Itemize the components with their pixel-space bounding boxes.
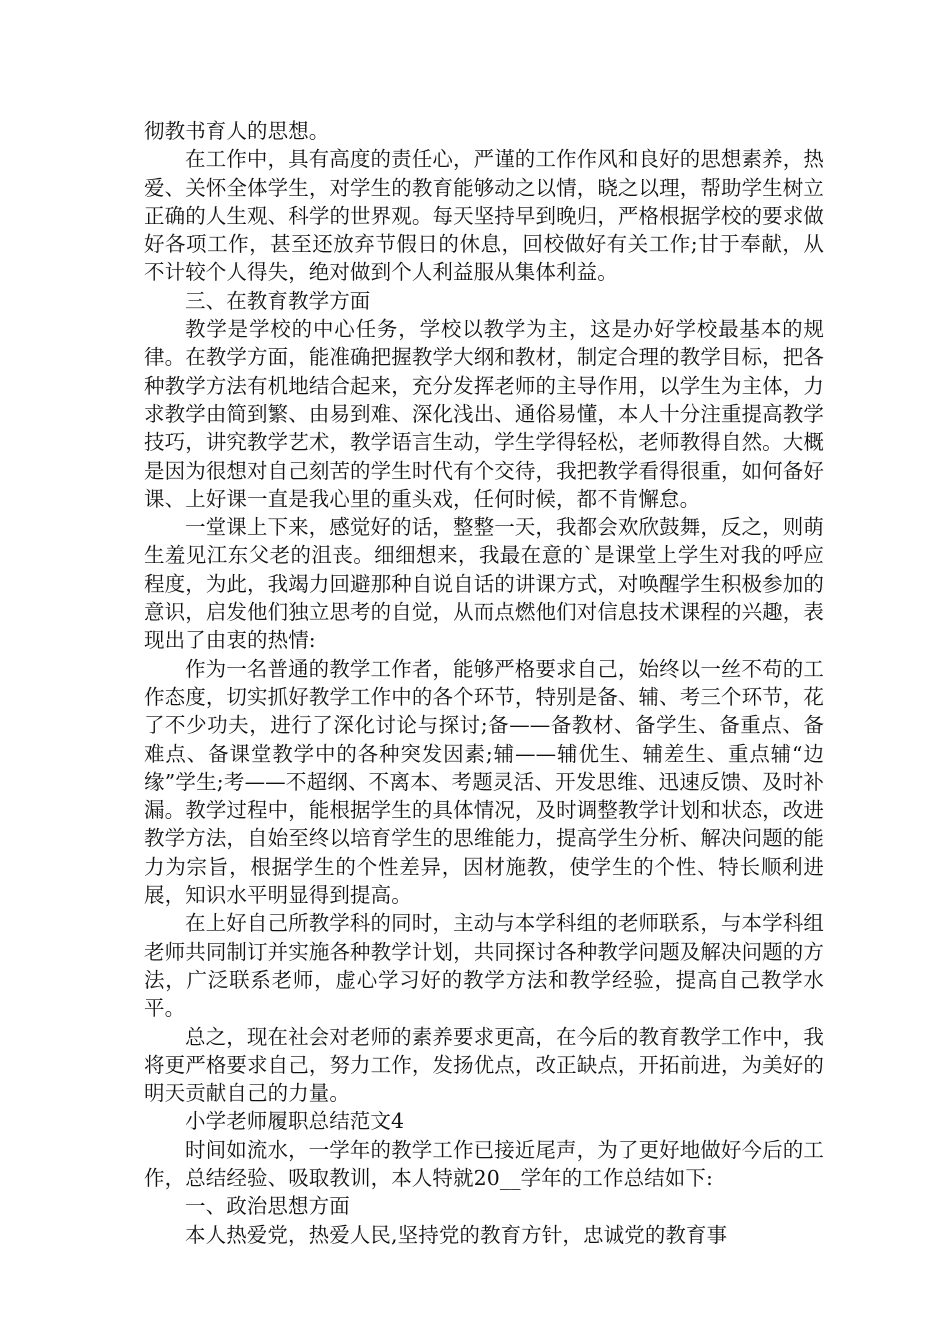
section-heading-teaching: 三、在教育教学方面 <box>185 288 371 313</box>
paragraph-work-attitude: 在工作中，具有高度的责任心，严谨的工作作风和良好的思想素养，热爱、关怀全体学生，对学生的教育能够动之以情，晓之以理，帮助学生树立正确的人生观、科学的世界观。每天坚持早到晚归，严格根据学校的要求做好各项工作，甚至还放弃节假日的休息，回校做好有关工作;甘于奉献，从不计较个人得失，绝对做到个人利益服从集体利益。 <box>144 147 824 285</box>
paragraph-teaching-steps: 作为一名普通的教学工作者，能够严格要求自己，始终以一丝不苟的工作态度，切实抓好教学工作中的各个环节，特别是备、辅、考三个环节，花了不少功夫，进行了深化讨论与探讨;备——备教材、备学生、备重点、备难点、备课堂教学中的各种突发因素;辅——辅优生、辅差生、重点辅“边缘”学生;考——不超纲、不离本、考题灵活、开发思维、迅速反馈、及时补漏。教学过程中，能根据学生的具体情况，及时调整教学计划和状态，改进教学方法，自始至终以培育学生的思维能力，提高学生分析、解决问题的能力为宗旨，根据学生的个性差异，因材施教，使学生的个性、特长顺利进展，知识水平明显得到提高。 <box>144 656 824 908</box>
paragraph-collaboration: 在上好自己所教学科的同时，主动与本学科组的老师联系，与本学科组老师共同制订并实施各种教学计划，共同探讨各种教学问题及解决问题的方法，广泛联系老师，虚心学习好的教学方法和教学经验，提高自己教学水平。 <box>144 911 824 1021</box>
paragraph-conclusion: 总之，现在社会对老师的素养要求更高，在今后的教育教学工作中，我将更严格要求自己，努力工作，发扬优点，改正缺点，开拓前进，为美好的明天贡献自己的力量。 <box>144 1024 824 1106</box>
document-page <box>144 117 824 1249</box>
paragraph-politics: 本人热爱党，热爱人民,坚持党的教育方针，忠诚党的教育事 <box>185 1222 728 1247</box>
section-heading-politics: 一、政治思想方面 <box>185 1194 350 1219</box>
article-title-4: 小学老师履职总结范文4 <box>185 1109 405 1134</box>
paragraph-teaching-method: 教学是学校的中心任务，学校以教学为主，这是办好学校最基本的规律。在教学方面，能准确把握教学大纲和教材，制定合理的教学目标，把各种教学方法有机地结合起来，充分发挥老师的主导作用，以学生为主体，力求教学由简到繁、由易到难、深化浅出、通俗易懂，本人十分注重提高教学技巧，讲究教学艺术，教学语言生动，学生学得轻松，老师教得自然。大概是因为很想对自己刻苦的学生时代有个交待，我把教学看得很重，如何备好课、上好课一直是我心里的重头戏，任何时候，都不肯懈怠。 <box>144 317 824 511</box>
paragraph-classroom-feeling: 一堂课上下来，感觉好的话，整整一天，我都会欢欣鼓舞，反之，则萌生羞见江东父老的沮丧。细细想来，我最在意的`是课堂上学生对我的呼应程度，为此，我竭力回避那种自说自话的讲课方式，对唤醒学生积极参加的意识，启发他们独立思考的自觉，从而点燃他们对信息技术课程的兴趣，表现出了由衷的热情: <box>144 515 824 653</box>
paragraph-intro-4: 时间如流水，一学年的教学工作已接近尾声，为了更好地做好今后的工作，总结经验、吸取教训，本人特就20__学年的工作总结如下: <box>144 1137 824 1190</box>
paragraph-continuation: 彻教书育人的思想。 <box>144 119 330 143</box>
